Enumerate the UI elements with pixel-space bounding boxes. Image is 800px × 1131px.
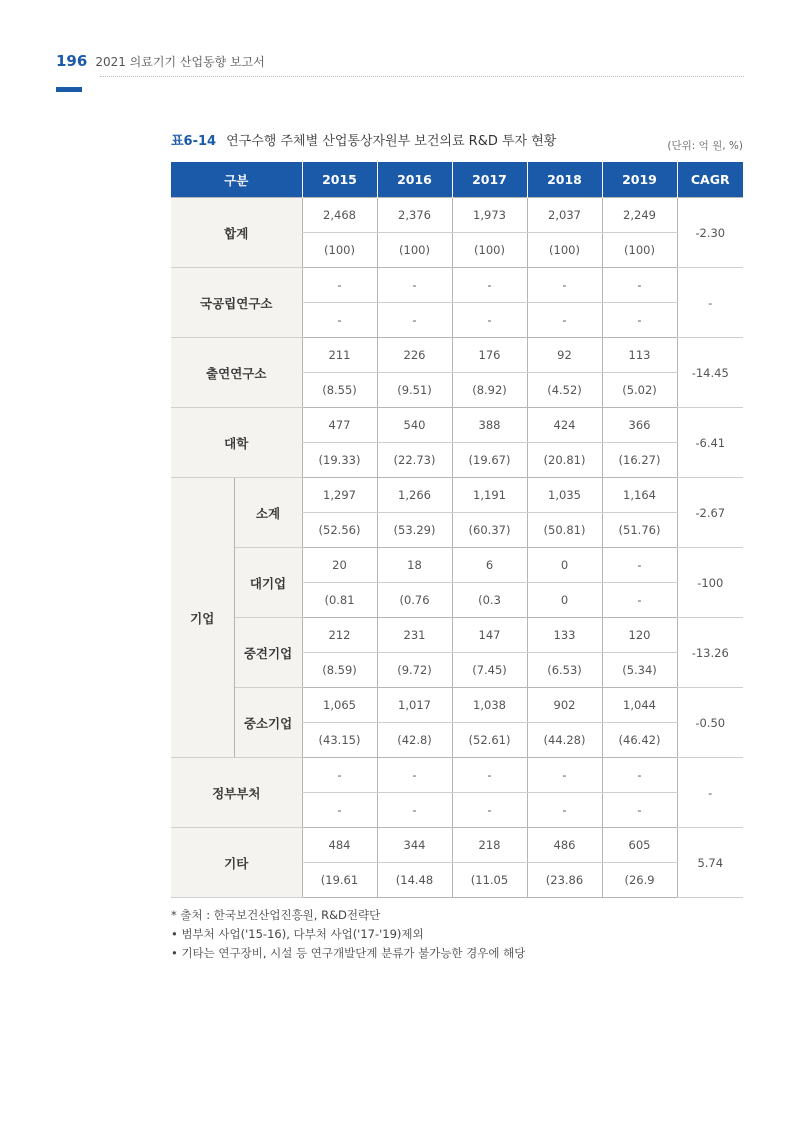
value-cell: 1,038 bbox=[452, 688, 527, 723]
cagr-cell: - bbox=[677, 268, 743, 338]
value-cell: 902 bbox=[527, 688, 602, 723]
value-cell: 218 bbox=[452, 828, 527, 863]
footnote: • 범부처 사업('15-16), 다부처 사업('17-'19)제외 bbox=[171, 927, 424, 941]
value-cell: 226 bbox=[377, 338, 452, 373]
cagr-cell: -14.45 bbox=[677, 338, 743, 408]
share-cell: (14.48 bbox=[377, 863, 452, 898]
value-cell: - bbox=[452, 268, 527, 303]
value-cell: 2,249 bbox=[602, 198, 677, 233]
header-row bbox=[171, 162, 743, 198]
value-cell: - bbox=[302, 268, 377, 303]
value-cell: 2,468 bbox=[302, 198, 377, 233]
value-cell: 120 bbox=[602, 618, 677, 653]
share-cell: 0 bbox=[527, 583, 602, 618]
share-cell: (100) bbox=[452, 233, 527, 268]
table-row bbox=[171, 408, 743, 443]
share-cell: (43.15) bbox=[302, 723, 377, 758]
share-cell: - bbox=[452, 793, 527, 828]
value-cell: 2,037 bbox=[527, 198, 602, 233]
table-row bbox=[171, 688, 743, 723]
col-header-2018: 2018 bbox=[527, 162, 602, 198]
table-row bbox=[171, 618, 743, 653]
share-cell: (100) bbox=[527, 233, 602, 268]
share-cell: (5.34) bbox=[602, 653, 677, 688]
value-cell: 540 bbox=[377, 408, 452, 443]
accent-bar bbox=[56, 87, 82, 92]
cagr-cell: -100 bbox=[677, 548, 743, 618]
value-cell: 92 bbox=[527, 338, 602, 373]
value-cell: - bbox=[602, 758, 677, 793]
share-cell: (51.76) bbox=[602, 513, 677, 548]
share-cell: - bbox=[452, 303, 527, 338]
share-cell: - bbox=[302, 793, 377, 828]
share-cell: (0.81 bbox=[302, 583, 377, 618]
value-cell: 424 bbox=[527, 408, 602, 443]
share-cell: (44.28) bbox=[527, 723, 602, 758]
footnote: • 기타는 연구장비, 시설 등 연구개발단계 분류가 불가능한 경우에 해당 bbox=[171, 946, 526, 960]
share-cell: - bbox=[377, 303, 452, 338]
value-cell: 1,973 bbox=[452, 198, 527, 233]
share-cell: (19.33) bbox=[302, 443, 377, 478]
row-label-other: 기타 bbox=[171, 828, 302, 898]
share-cell: (8.92) bbox=[452, 373, 527, 408]
value-cell: 486 bbox=[527, 828, 602, 863]
share-cell: (52.61) bbox=[452, 723, 527, 758]
table-row bbox=[171, 268, 743, 303]
col-header-cagr: CAGR bbox=[677, 162, 743, 198]
col-header-2019: 2019 bbox=[602, 162, 677, 198]
value-cell: 605 bbox=[602, 828, 677, 863]
value-cell: - bbox=[377, 268, 452, 303]
table-row bbox=[171, 478, 743, 513]
cagr-cell: -2.67 bbox=[677, 478, 743, 548]
table-number: 표6-14 bbox=[171, 134, 217, 149]
value-cell: - bbox=[377, 758, 452, 793]
share-cell: (9.72) bbox=[377, 653, 452, 688]
share-cell: (100) bbox=[602, 233, 677, 268]
row-label-mid: 중견기업 bbox=[234, 618, 302, 688]
value-cell: - bbox=[527, 758, 602, 793]
value-cell: - bbox=[302, 758, 377, 793]
cagr-cell: -2.30 bbox=[677, 198, 743, 268]
value-cell: 344 bbox=[377, 828, 452, 863]
source-note: * 출처 : 한국보건산업진흥원, R&D전략단 bbox=[171, 908, 381, 922]
value-cell: 1,266 bbox=[377, 478, 452, 513]
value-cell: 147 bbox=[452, 618, 527, 653]
table-row bbox=[171, 828, 743, 863]
table-caption bbox=[171, 130, 556, 149]
share-cell: (6.53) bbox=[527, 653, 602, 688]
share-cell: (0.76 bbox=[377, 583, 452, 618]
share-cell: (8.59) bbox=[302, 653, 377, 688]
value-cell: 211 bbox=[302, 338, 377, 373]
share-cell: (26.9 bbox=[602, 863, 677, 898]
share-cell: - bbox=[602, 583, 677, 618]
cagr-cell: -6.41 bbox=[677, 408, 743, 478]
row-label-large: 대기업 bbox=[234, 548, 302, 618]
table-row bbox=[171, 198, 743, 233]
row-label-sme: 중소기업 bbox=[234, 688, 302, 758]
share-cell: (16.27) bbox=[602, 443, 677, 478]
value-cell: 231 bbox=[377, 618, 452, 653]
running-title: 2021 의료기기 산업동향 보고서 bbox=[95, 55, 265, 69]
value-cell: - bbox=[602, 548, 677, 583]
value-cell: 18 bbox=[377, 548, 452, 583]
value-cell: 176 bbox=[452, 338, 527, 373]
row-label-subtotal: 소계 bbox=[234, 478, 302, 548]
table-row bbox=[171, 548, 743, 583]
share-cell: (100) bbox=[377, 233, 452, 268]
value-cell: 366 bbox=[602, 408, 677, 443]
share-cell: (50.81) bbox=[527, 513, 602, 548]
value-cell: 1,297 bbox=[302, 478, 377, 513]
share-cell: (22.73) bbox=[377, 443, 452, 478]
share-cell: (8.55) bbox=[302, 373, 377, 408]
table-title: 연구수행 주체별 산업통상자원부 보건의료 R&D 투자 현황 bbox=[226, 134, 557, 149]
value-cell: 388 bbox=[452, 408, 527, 443]
share-cell: - bbox=[527, 303, 602, 338]
col-header-category: 구분 bbox=[171, 162, 302, 198]
row-label-total: 합계 bbox=[171, 198, 302, 268]
value-cell: 133 bbox=[527, 618, 602, 653]
row-label-national: 국공립연구소 bbox=[171, 268, 302, 338]
share-cell: (20.81) bbox=[527, 443, 602, 478]
value-cell: 0 bbox=[527, 548, 602, 583]
share-cell: - bbox=[377, 793, 452, 828]
share-cell: (7.45) bbox=[452, 653, 527, 688]
row-label-government: 정부부처 bbox=[171, 758, 302, 828]
share-cell: (19.67) bbox=[452, 443, 527, 478]
value-cell: 20 bbox=[302, 548, 377, 583]
share-cell: (5.02) bbox=[602, 373, 677, 408]
share-cell: (9.51) bbox=[377, 373, 452, 408]
value-cell: 1,065 bbox=[302, 688, 377, 723]
col-header-2016: 2016 bbox=[377, 162, 452, 198]
value-cell: 1,191 bbox=[452, 478, 527, 513]
col-header-2015: 2015 bbox=[302, 162, 377, 198]
header-divider bbox=[100, 76, 744, 77]
cagr-cell: -0.50 bbox=[677, 688, 743, 758]
row-label-funded: 출연연구소 bbox=[171, 338, 302, 408]
row-label-enterprise: 기업 bbox=[171, 478, 234, 758]
page-header bbox=[56, 52, 265, 70]
share-cell: (46.42) bbox=[602, 723, 677, 758]
page-number: 196 bbox=[56, 52, 88, 70]
share-cell: (0.3 bbox=[452, 583, 527, 618]
share-cell: (19.61 bbox=[302, 863, 377, 898]
share-cell: - bbox=[602, 793, 677, 828]
value-cell: 6 bbox=[452, 548, 527, 583]
share-cell: (52.56) bbox=[302, 513, 377, 548]
col-header-2017: 2017 bbox=[452, 162, 527, 198]
share-cell: (42.8) bbox=[377, 723, 452, 758]
row-label-university: 대학 bbox=[171, 408, 302, 478]
share-cell: (60.37) bbox=[452, 513, 527, 548]
share-cell: (53.29) bbox=[377, 513, 452, 548]
unit-label: (단위: 억 원, %) bbox=[667, 140, 743, 152]
table-notes bbox=[171, 906, 525, 963]
share-cell: (23.86 bbox=[527, 863, 602, 898]
value-cell: - bbox=[452, 758, 527, 793]
investment-table bbox=[171, 162, 743, 898]
share-cell: (100) bbox=[302, 233, 377, 268]
value-cell: 212 bbox=[302, 618, 377, 653]
share-cell: - bbox=[527, 793, 602, 828]
value-cell: 484 bbox=[302, 828, 377, 863]
value-cell: 1,035 bbox=[527, 478, 602, 513]
value-cell: 1,044 bbox=[602, 688, 677, 723]
table-row bbox=[171, 338, 743, 373]
value-cell: 477 bbox=[302, 408, 377, 443]
value-cell: 1,017 bbox=[377, 688, 452, 723]
share-cell: - bbox=[602, 303, 677, 338]
share-cell: (4.52) bbox=[527, 373, 602, 408]
share-cell: - bbox=[302, 303, 377, 338]
value-cell: 2,376 bbox=[377, 198, 452, 233]
value-cell: 1,164 bbox=[602, 478, 677, 513]
share-cell: (11.05 bbox=[452, 863, 527, 898]
value-cell: 113 bbox=[602, 338, 677, 373]
cagr-cell: -13.26 bbox=[677, 618, 743, 688]
table-row bbox=[171, 758, 743, 793]
cagr-cell: - bbox=[677, 758, 743, 828]
cagr-cell: 5.74 bbox=[677, 828, 743, 898]
value-cell: - bbox=[602, 268, 677, 303]
value-cell: - bbox=[527, 268, 602, 303]
